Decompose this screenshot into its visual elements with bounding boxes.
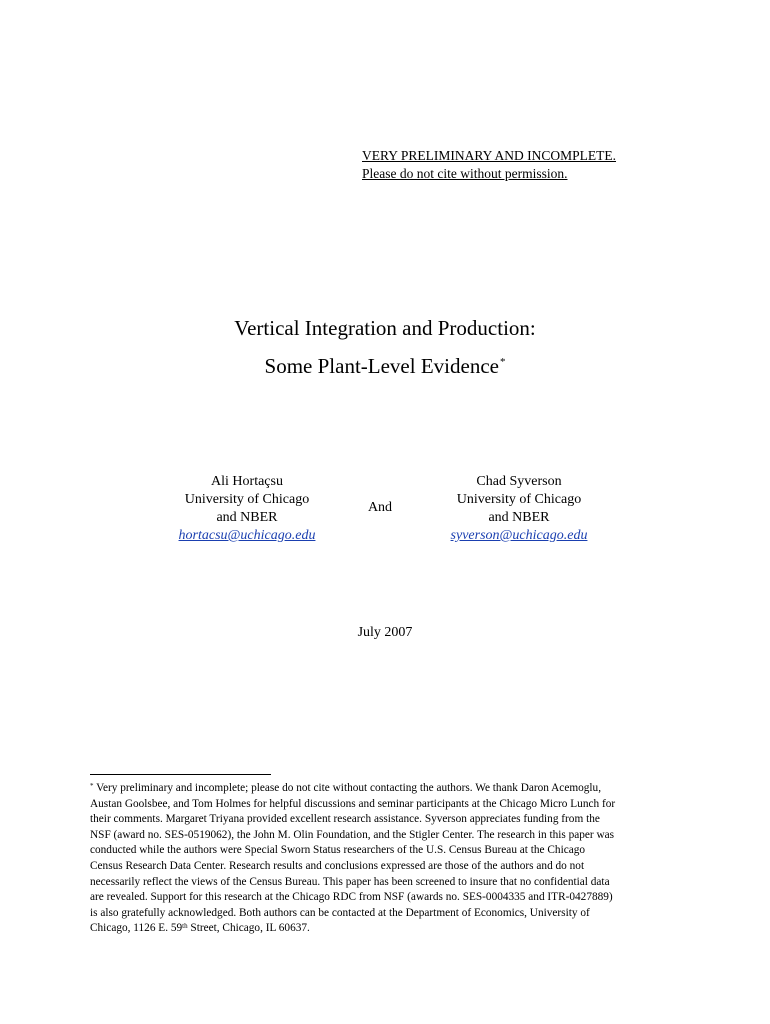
footnote-divider	[90, 774, 271, 775]
footnote-marker: *	[90, 782, 94, 790]
footnote-line: their comments. Margaret Triyana provided excellent research assistance. Syverson appreciates funding from the	[90, 813, 600, 826]
author-affiliation: University of Chicago	[184, 492, 310, 507]
footnote-line: are revealed. Support for this research at the Chicago RDC from NSF (awards no. SES-0004335 and ITR-0427889)	[90, 891, 613, 904]
footnote-line: Census Research Data Center. Research results and conclusions expressed are those of the authors and do not	[90, 859, 585, 872]
footnote-line: * Very preliminary and incomplete; please do not cite without contacting the authors. We thank Daron Acemoglu,	[90, 782, 602, 794]
paper-title-line-1: Vertical Integration and Production:	[234, 316, 536, 340]
author-affiliation: University of Chicago	[456, 492, 582, 507]
author-conjunction: And	[367, 500, 393, 515]
notice-line-1: VERY PRELIMINARY AND INCOMPLETE.	[362, 148, 617, 163]
notice-line-2: Please do not cite without permission.	[362, 166, 568, 181]
author-block-2	[399, 473, 639, 545]
footnote	[90, 781, 690, 937]
author-name: Ali Hortaçsu	[211, 474, 283, 489]
paper-subtitle: Some Plant-Level Evidence	[264, 354, 499, 378]
publication-date: July 2007	[357, 625, 413, 640]
footnote-line: Austan Goolsbee, and Tom Holmes for helpful discussions and seminar participants at the Chicago Micro Lunch for	[90, 797, 616, 810]
paper-title-line-2	[0, 353, 770, 379]
footnote-line: necessarily reflect the views of the Census Bureau. This paper has been screened to insure that no confidential data	[90, 875, 610, 888]
author-email-link[interactable]: hortacsu@uchicago.edu	[178, 528, 316, 543]
ordinal-suffix: th	[182, 922, 188, 931]
author-name: Chad Syverson	[476, 474, 562, 489]
footnote-line: NSF (award no. SES-0519062), the John M. Olin Foundation, and the Stigler Center. The research in this paper was	[90, 828, 615, 841]
author-email-link[interactable]: syverson@uchicago.edu	[450, 528, 588, 543]
preliminary-notice	[362, 147, 616, 183]
title-footnote-marker[interactable]: *	[499, 356, 506, 368]
author-affiliation-nber: and NBER	[216, 510, 278, 525]
author-affiliation-nber: and NBER	[488, 510, 550, 525]
footnote-line: conducted while the authors were Special Sworn Status researchers of the U.S. Census Bureau at the Chicago	[90, 844, 586, 857]
footnote-line-address: Chicago, 1126 E. 59th Street, Chicago, IL 60637.	[90, 922, 310, 935]
footnote-line: is also gratefully acknowledged. Both authors can be contacted at the Department of Economics, University of	[90, 906, 590, 919]
